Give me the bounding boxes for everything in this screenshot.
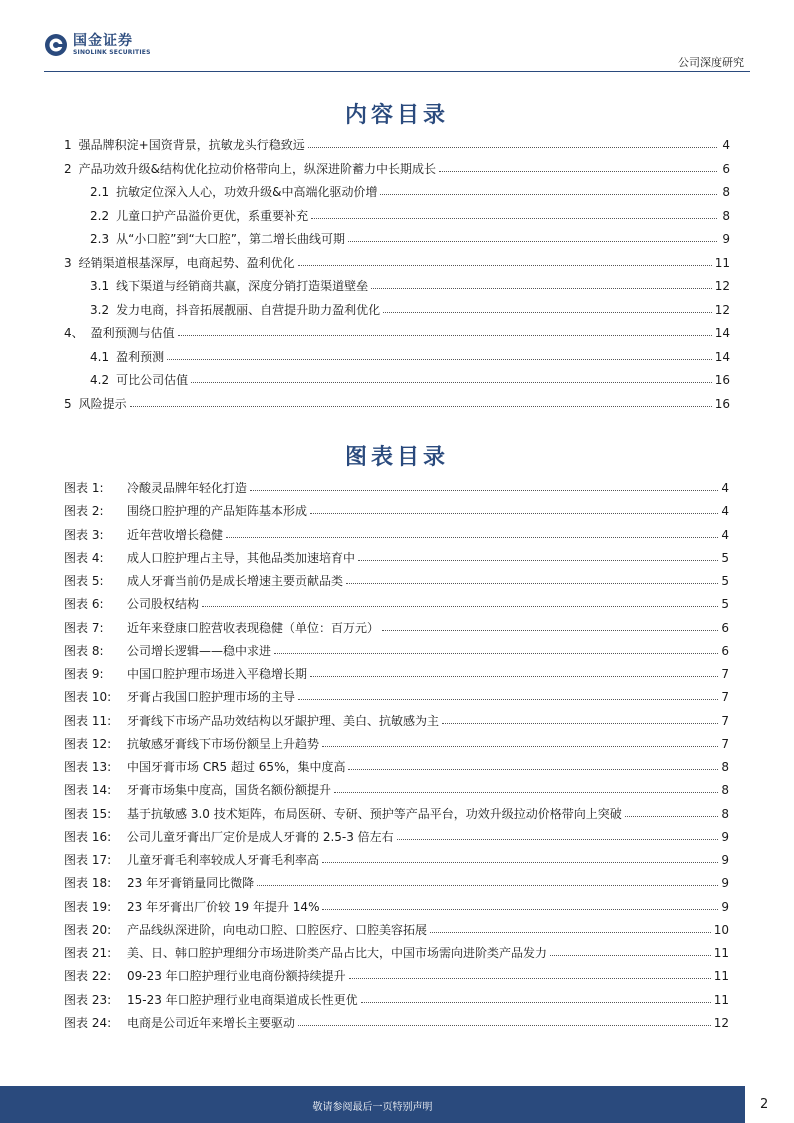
figure-entry-text: 公司儿童牙膏出厂定价是成人牙膏的 2.5-3 倍左右 (127, 829, 394, 844)
figure-entry-text: 成人口腔护理占主导，其他品类加速培育中 (127, 550, 356, 565)
figure-entry[interactable] (64, 758, 729, 776)
leader-dots (361, 991, 711, 1003)
toc-entry-text: 抗敏定位深入人心，功效升级&中高端化驱动价增 (116, 185, 378, 199)
figure-entry-page: 9 (721, 829, 729, 844)
toc-entry[interactable] (64, 254, 730, 272)
figure-entry-text: 牙膏线下市场产品功效结构以牙龈护理、美白、抗敏感为主 (127, 713, 440, 728)
toc-entry-number: 3.2 (90, 302, 110, 317)
toc-entry[interactable] (64, 160, 730, 178)
leader-dots (334, 781, 718, 793)
figure-entry[interactable] (64, 898, 729, 916)
toc-entry[interactable] (90, 348, 730, 366)
footer-disclaimer: 敬请参阅最后一页特别声明 (312, 1102, 433, 1113)
leader-dots (358, 549, 718, 561)
figure-entry-text: 23 年牙膏出厂价较 19 年提升 14% (127, 899, 320, 914)
toc-entry[interactable] (90, 183, 730, 201)
logo-english-name: SINOLINK SECURITIES (73, 49, 151, 56)
leader-dots (397, 828, 719, 840)
toc-entry-page: 11 (714, 255, 730, 270)
figure-entry-page: 4 (721, 504, 729, 519)
toc-entry-number: 1 (64, 138, 72, 152)
figure-entry-page: 5 (721, 597, 729, 612)
figure-entry-text: 冷酸灵品牌年轻化打造 (127, 481, 248, 495)
figure-entry[interactable] (64, 805, 729, 823)
figure-entry-text: 公司增长逻辑——稳中求进 (127, 643, 272, 658)
figure-entry-label: 图表 15: (64, 806, 112, 821)
toc-entry-number: 4、 (64, 326, 84, 340)
toc-entry-page: 8 (722, 208, 730, 223)
figure-entry-text: 中国牙膏市场 CR5 超过 65%，集中度高 (127, 760, 346, 774)
leader-dots (298, 688, 718, 700)
figure-entry-label: 图表 7: (64, 620, 104, 635)
figure-entry-text: 23 年牙膏销量同比微降 (127, 876, 255, 891)
figure-entry-page: 8 (721, 806, 729, 821)
toc-entry-page: 4 (722, 138, 730, 152)
figure-entry[interactable] (64, 526, 729, 544)
figure-entry-text: 09-23 年口腔护理行业电商份额持续提升 (127, 969, 346, 984)
figure-entry[interactable] (64, 688, 729, 706)
figure-entry[interactable] (64, 991, 729, 1009)
toc-title: 内容目录 (344, 102, 449, 128)
figure-entry[interactable] (64, 1014, 729, 1032)
toc-entry-number: 4.2 (90, 373, 110, 387)
figure-entry-page: 8 (721, 783, 729, 798)
figure-entry-text: 抗敏感牙膏线下市场份额呈上升趋势 (127, 736, 320, 751)
toc-entry-number: 2.2 (90, 208, 110, 223)
toc-entry[interactable] (90, 277, 730, 295)
leader-dots (130, 395, 712, 407)
toc-entry-number: 5 (64, 396, 72, 411)
toc-entry[interactable] (90, 230, 730, 248)
leader-dots (322, 898, 718, 910)
leader-dots (430, 921, 711, 933)
figure-entry[interactable] (64, 549, 729, 567)
leader-dots (348, 758, 718, 770)
figure-entry[interactable] (64, 665, 729, 683)
figure-entry-page: 7 (721, 713, 729, 728)
toc-entry[interactable] (64, 324, 730, 342)
figure-entry-text: 牙膏市场集中度高，国货名额份额提升 (127, 783, 332, 798)
figure-entry-page: 12 (713, 1015, 729, 1030)
figure-entry-label: 图表 19: (64, 899, 112, 914)
leader-dots (349, 967, 711, 979)
figure-entry-page: 5 (721, 550, 729, 565)
leader-dots (380, 183, 717, 195)
report-type: 公司深度研究 (678, 56, 744, 69)
figure-entry-page: 11 (713, 969, 729, 984)
figure-entry-page: 11 (713, 946, 729, 960)
figure-entry-page: 10 (713, 922, 729, 937)
figure-entry-page: 4 (721, 527, 729, 542)
figure-entry-page: 5 (721, 574, 729, 588)
figure-entry-page: 7 (721, 690, 729, 705)
figure-entry[interactable] (64, 595, 729, 613)
figure-entry-label: 图表 10: (64, 690, 112, 705)
toc-entry-page: 12 (714, 279, 730, 293)
figure-entry[interactable] (64, 735, 729, 753)
leader-dots (191, 371, 712, 383)
toc-entry-number: 2.1 (90, 185, 110, 199)
toc-entry-page: 14 (714, 349, 730, 364)
figure-entry-text: 近年营收增长稳健 (127, 527, 224, 542)
page-number: 2 (760, 1097, 769, 1112)
figure-entry-text: 儿童牙膏毛利率较成人牙膏毛利率高 (127, 853, 320, 867)
figure-entry-text: 基于抗敏感 3.0 技术矩阵，布局医研、专研、预护等产品平台，功效升级拉动价格带向上突破 (127, 806, 622, 821)
figure-entry-label: 图表 24: (64, 1015, 112, 1030)
figure-list-title: 图表目录 (344, 444, 449, 470)
figure-entry-label: 图表 6: (64, 597, 104, 612)
figure-entry-label: 图表 16: (64, 829, 112, 844)
toc-entry-text: 从“小口腔”到“大口腔”，第二增长曲线可期 (116, 232, 345, 246)
figure-entry-page: 7 (721, 667, 729, 681)
toc-entry[interactable] (64, 395, 730, 413)
leader-dots (442, 712, 718, 724)
figure-entry-page: 6 (721, 620, 729, 635)
toc-entry-page: 8 (722, 185, 730, 199)
figure-entry-page: 9 (721, 899, 729, 914)
figure-entry-label: 图表 23: (64, 992, 112, 1007)
figure-entry[interactable] (64, 712, 729, 730)
toc-entry-text: 线下渠道与经销商共赢，深度分销打造渠道壁垒 (116, 279, 369, 293)
figure-entry-label: 图表 21: (64, 946, 112, 960)
leader-dots (348, 230, 717, 242)
figure-entry[interactable] (64, 572, 729, 590)
toc-entry-number: 3 (64, 255, 72, 270)
figure-entry-text: 15-23 年口腔护理行业电商渠道成长性更优 (127, 992, 358, 1007)
toc-entry-text: 风险提示 (78, 396, 127, 411)
leader-dots (298, 1014, 711, 1026)
figure-entry-page: 4 (721, 481, 729, 495)
toc-entry-text: 盈利预测与估值 (90, 326, 175, 340)
leader-dots (383, 301, 712, 313)
figure-entry[interactable] (64, 874, 729, 892)
toc-entry-page: 12 (714, 302, 730, 317)
toc-entry-text: 强品牌积淀+国资背景，抗敏龙头行稳致远 (78, 138, 305, 152)
toc-entry[interactable] (90, 371, 730, 389)
figure-entry-label: 图表 22: (64, 969, 112, 984)
toc-entry-page: 14 (714, 326, 730, 340)
figure-entry-label: 图表 8: (64, 643, 104, 658)
leader-dots (298, 254, 712, 266)
leader-dots (311, 207, 717, 219)
figure-entry-page: 8 (721, 760, 729, 774)
figure-entry-label: 图表 2: (64, 504, 104, 519)
leader-dots (439, 160, 717, 172)
figure-entry[interactable] (64, 921, 729, 939)
figure-entry-text: 成人牙膏当前仍是成长增速主要贡献品类 (127, 574, 344, 588)
figure-entry-label: 图表 3: (64, 527, 104, 542)
figure-entry-text: 美、日、韩口腔护理细分市场进阶类产品占比大，中国市场需向进阶类产品发力 (127, 946, 548, 960)
figure-entry-label: 图表 17: (64, 853, 112, 867)
leader-dots (250, 479, 718, 491)
figure-entry[interactable] (64, 642, 729, 660)
toc-entry-page: 16 (714, 396, 730, 411)
logo-chinese-name: 国金证券 (73, 33, 133, 49)
figure-entry-page: 11 (713, 992, 729, 1007)
toc-entry[interactable] (90, 207, 730, 225)
figure-entry-label: 图表 9: (64, 667, 104, 681)
figure-entry[interactable] (64, 851, 729, 869)
figure-entry-text: 公司股权结构 (127, 597, 200, 612)
leader-dots (322, 851, 718, 863)
figure-entry-label: 图表 12: (64, 736, 112, 751)
figure-entry-label: 图表 18: (64, 876, 112, 891)
toc-entry-page: 16 (714, 373, 730, 387)
toc-entry-number: 3.1 (90, 279, 110, 293)
figure-entry[interactable] (64, 967, 729, 985)
leader-dots (257, 874, 718, 886)
toc-entry-number: 2.3 (90, 232, 110, 246)
toc-entry-text: 产品功效升级&结构优化拉动价格带向上，纵深进阶蓄力中长期成长 (78, 161, 437, 176)
figure-entry-text: 产品线纵深进阶，向电动口腔、口腔医疗、口腔美容拓展 (127, 922, 428, 937)
toc-entry-number: 2 (64, 161, 72, 176)
leader-dots (167, 348, 712, 360)
figure-entry-label: 图表 4: (64, 550, 104, 565)
figure-entry-text: 围绕口腔护理的产品矩阵基本形成 (127, 504, 308, 519)
toc-entry-number: 4.1 (90, 349, 110, 364)
leader-dots (382, 619, 718, 631)
figure-entry[interactable] (64, 619, 729, 637)
toc-entry-text: 经销渠道根基深厚，电商起势、盈利优化 (78, 255, 295, 270)
leader-dots (310, 502, 718, 514)
toc-entry-page: 6 (722, 161, 730, 176)
figure-entry-page: 6 (721, 643, 729, 658)
toc-entry[interactable] (90, 301, 730, 319)
leader-dots (322, 735, 718, 747)
figure-entry-label: 图表 13: (64, 760, 112, 774)
leader-dots (178, 324, 712, 336)
toc-entry-text: 发力电商，抖音拓展靓丽、自营提升助力盈利优化 (116, 302, 381, 317)
company-logo (44, 33, 164, 59)
figure-entry-text: 牙膏占我国口腔护理市场的主导 (127, 690, 296, 705)
header-divider (44, 71, 750, 72)
figure-entry[interactable] (64, 781, 729, 799)
leader-dots (202, 595, 718, 607)
leader-dots (274, 642, 718, 654)
toc-entry-page: 9 (722, 232, 730, 246)
figure-entry-text: 近年来登康口腔营收表现稳健（单位：百万元） (127, 620, 380, 635)
page-header (0, 0, 794, 72)
toc-entry[interactable] (64, 136, 730, 154)
figure-entry[interactable] (64, 479, 729, 497)
figure-entry[interactable] (64, 944, 729, 962)
leader-dots (625, 805, 719, 817)
figure-entry-text: 中国口腔护理市场进入平稳增长期 (127, 667, 308, 681)
figure-entry[interactable] (64, 502, 729, 520)
leader-dots (371, 277, 712, 289)
figure-entry-label: 图表 20: (64, 922, 112, 937)
figure-entry-page: 9 (721, 876, 729, 891)
leader-dots (310, 665, 718, 677)
figure-entry-text: 电商是公司近年来增长主要驱动 (127, 1015, 296, 1030)
leader-dots (226, 526, 718, 538)
toc-entry-text: 可比公司估值 (116, 373, 189, 387)
sinolink-logo-icon (44, 33, 68, 57)
figure-entry-page: 9 (721, 853, 729, 867)
toc-entry-text: 盈利预测 (116, 349, 165, 364)
figure-entry-label: 图表 11: (64, 713, 112, 728)
leader-dots (308, 136, 717, 148)
figure-entry-label: 图表 1: (64, 481, 104, 495)
leader-dots (550, 944, 711, 956)
figure-entry-page: 7 (721, 736, 729, 751)
toc-entry-text: 儿童口护产品溢价更优，系重要补充 (116, 208, 309, 223)
leader-dots (346, 572, 718, 584)
figure-entry-label: 图表 14: (64, 783, 112, 798)
figure-entry[interactable] (64, 828, 729, 846)
figure-entry-label: 图表 5: (64, 574, 104, 588)
